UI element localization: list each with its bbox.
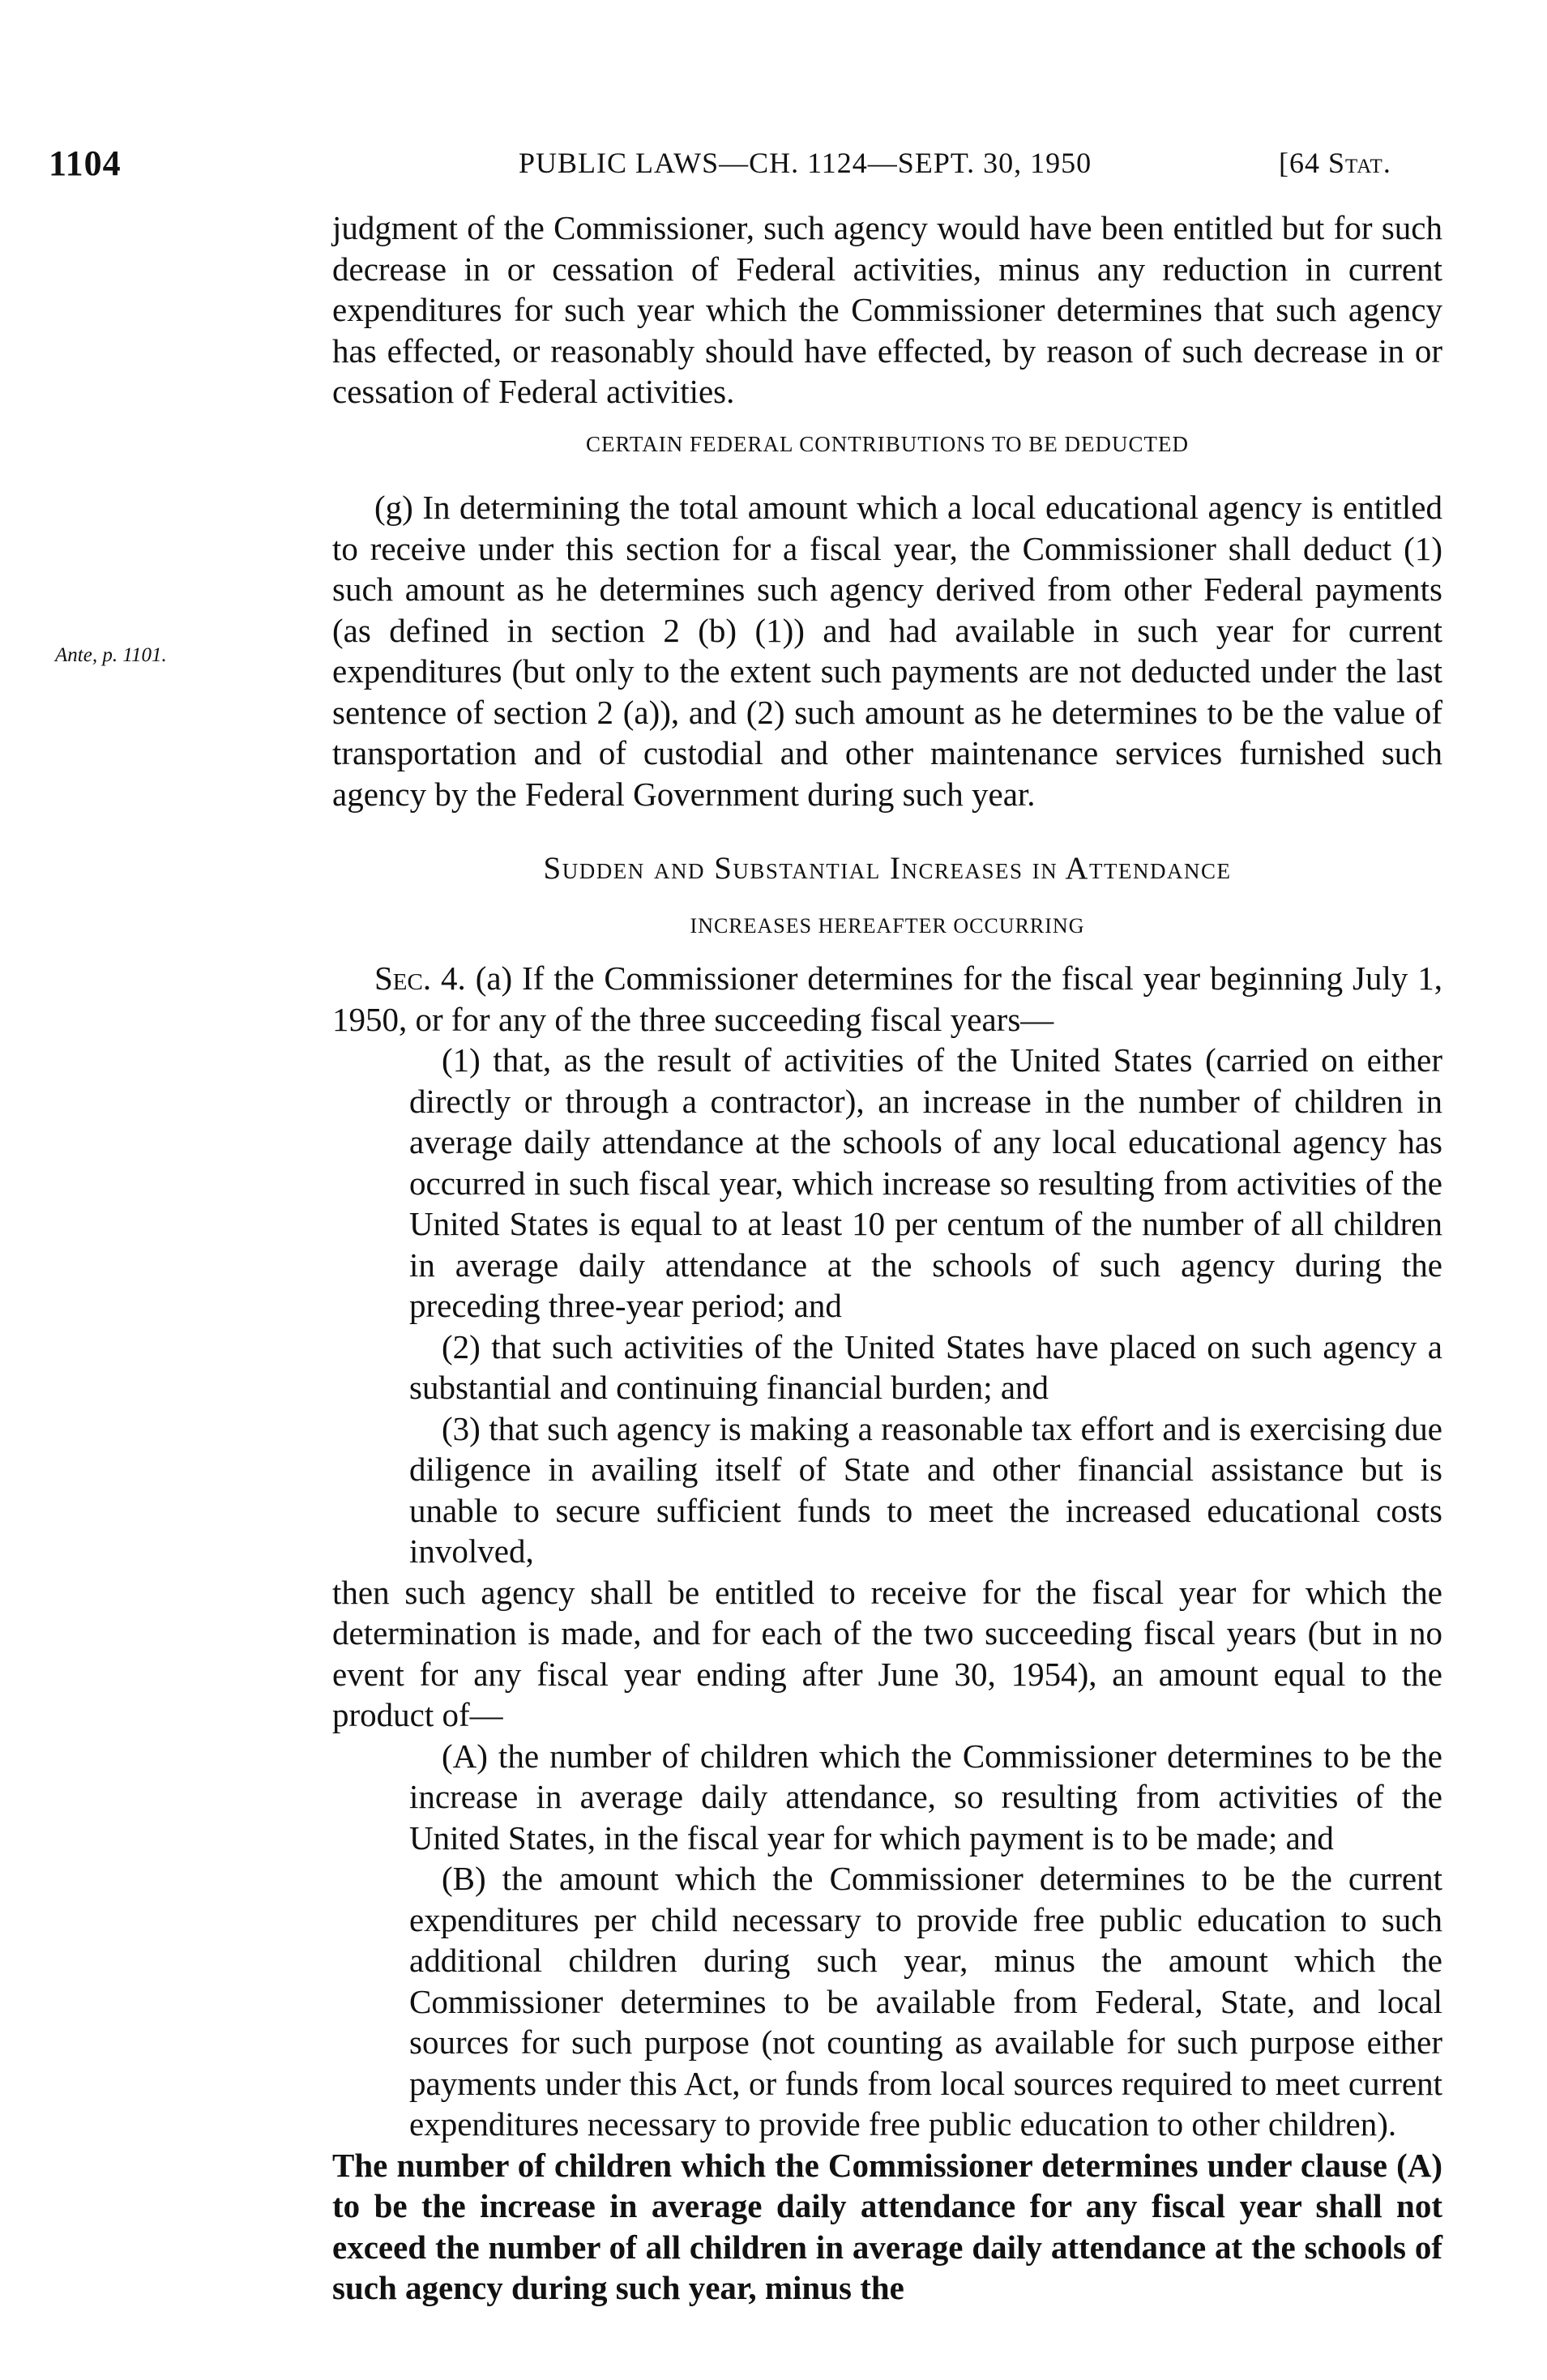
clause-2: (2) that such activities of the United States have placed on such agency a substantial and continuing financial burden; and [409, 1327, 1442, 1406]
paragraph-continuation: judgment of the Commissioner, such agency would have been entitled but for such decrease in or cessation of Federal activities, minus any reduction in current expenditures for such year which the Commissioner determines that such agency has effected, or reasonably should have effected, by reason of such decrease in or cessation of Federal activities. [332, 209, 1442, 410]
page-number: 1104 [49, 143, 122, 183]
running-head [0, 143, 1547, 191]
body-text [332, 207, 1442, 2309]
clause-1: (1) that, as the result of activities of the United States (carried on either directly or through a contractor), an increase in the number of children in average daily attendance at the schools of any local educational agency has occurred in such fiscal year, which increase so resulting from activities of the United States is equal to at least 10 per centum of the number of all children in average daily attendance at the schools of such agency during the preceding three-year period; and [409, 1041, 1442, 1324]
running-title: PUBLIC LAWS—CH. 1124—SEPT. 30, 1950 [519, 147, 1092, 179]
final-bold-paragraph: The number of children which the Commissioner determines under clause (A) to be the increase in average daily attendance for any fiscal year shall not exceed the number of all children in average daily attendance at the schools of such agency during such year, minus the [332, 2146, 1442, 2306]
clause-b: (B) the amount which the Commissioner determines to be the current expenditures per child necessary to provide free public education to such additional children during such year, minus the amount which the Commissioner determines to be available from Federal, State, and local sources for such purpose (not counting as available for such purpose either payments under this Act, or funds from local sources required to meet current expenditures necessary to provide free public education to other children). [409, 1860, 1442, 2143]
clause-a: (A) the number of children which the Commissioner determines to be the increase in average daily attendance, so resulting from activities of the United States, in the fiscal year for which payment is to be made; and [409, 1737, 1442, 1857]
section-4-text: (a) If the Commissioner determines for the fiscal year beginning July 1, 1950, or for any of the three succeeding fiscal years— [332, 959, 1442, 1038]
section-label: Sec. 4. [374, 959, 466, 997]
section-4-intro [332, 958, 1442, 1040]
subsection-heading: INCREASES HEREAFTER OCCURRING [690, 913, 1085, 938]
margin-note: Ante, p. 1101. [55, 644, 167, 666]
heading-certain-federal-contributions: CERTAIN FEDERAL CONTRIBUTIONS TO BE DEDUCTED [586, 431, 1189, 456]
then-paragraph: then such agency shall be entitled to receive for the fiscal year for which the determination is made, and for each of the two succeeding fiscal years (but in no event for any fiscal year ending after June 30, 1954), an amount equal to the product of— [332, 1573, 1442, 1733]
section-heading: Sudden and Substantial Increases in Attendance [543, 851, 1232, 886]
statute-reference: [64 Stat. [1279, 147, 1391, 179]
clause-3: (3) that such agency is making a reasonable tax effort and is exercising due diligence in availing itself of State and other financial assistance but is unable to secure sufficient funds to meet the increased educational costs involved, [409, 1409, 1442, 1570]
paragraph-g: (g) In determining the total amount which a local educational agency is entitled to receive under this section for a fiscal year, the Commissioner shall deduct (1) such amount as he determines such agency derived from other Federal payments (as defined in section 2 (b) (1)) and had available in such year for current expenditures (but only to the extent such payments are not deducted under the last sentence of section 2 (a)), and (2) such amount as he determines to be the value of transportation and of custodial and other maintenance services furnished such agency by the Federal Government during such year. [332, 489, 1442, 813]
